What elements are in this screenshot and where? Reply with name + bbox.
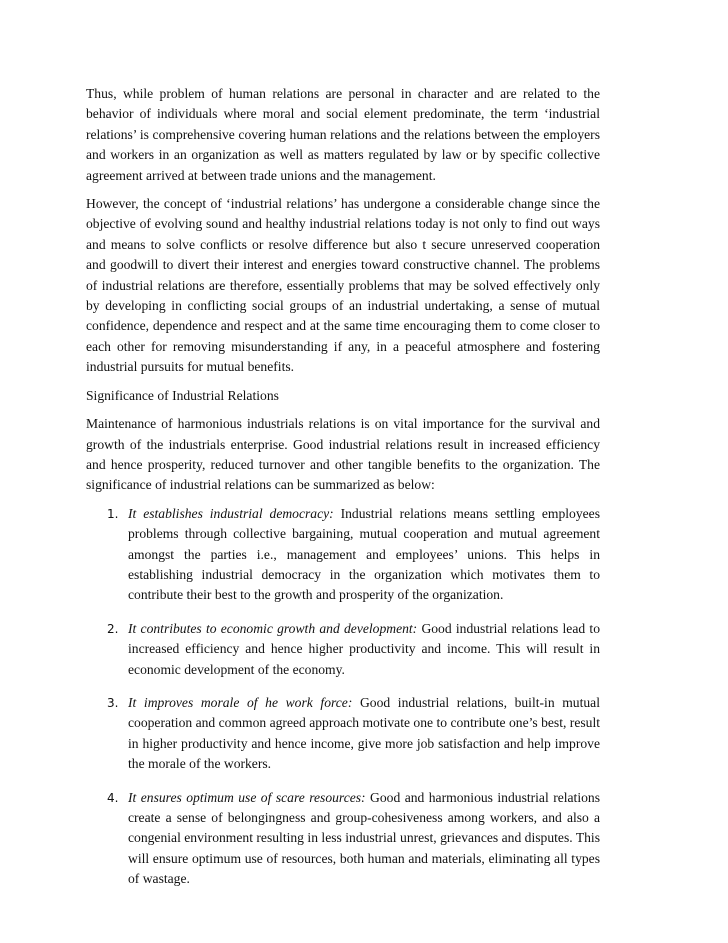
list-item xyxy=(86,693,600,775)
list-item-title: It improves morale of he work force: xyxy=(128,694,353,710)
list-item xyxy=(86,788,600,890)
list-number: 1. xyxy=(107,506,119,521)
list-item-title: It establishes industrial democracy: xyxy=(128,505,334,521)
paragraph-intro: Maintenance of harmonious industrials relations is on vital importance for the survival and growth of the industrials enterprise. Good industrial relations result in increased efficiency and hence prosperity, reduced turnover and other tangible benefits to the organization. The significance of industrial relations can be summarized as below: xyxy=(86,416,600,493)
list-number: 4. xyxy=(107,790,119,805)
list-item-text: Industrial relations means settling employees problems through collective bargaining, mutual cooperation and mutual agreement amongst the parties i.e., management and employees’ unions. This helps in establishing industrial democracy in the organization which motivates them to contribute their best to the growth and prosperity of the organization. xyxy=(128,505,600,603)
list-item-text: Good and harmonious industrial relations create a sense of belongingness and group-cohesiveness among workers, and also a congenial environment resulting in less industrial unrest, grievances and disputes. This will ensure optimum use of resources, both human and materials, eliminating all types of wastage. xyxy=(128,789,600,887)
list-item xyxy=(86,619,600,680)
list-number: 3. xyxy=(107,695,119,710)
section-heading: Significance of Industrial Relations xyxy=(86,387,279,403)
list-item-title: It contributes to economic growth and development: xyxy=(128,620,418,636)
significance-list xyxy=(86,504,600,890)
list-item-text: Good industrial relations lead to increased efficiency and hence higher productivity and income. This will result in economic development of the economy. xyxy=(128,620,600,677)
list-number: 2. xyxy=(107,621,119,636)
paragraph-human-relations: Thus, while problem of human relations are personal in character and are related to the behavior of individuals where moral and social element predominate, the term ‘industrial relations’ is comprehensive covering human relations and the relations between the employers and workers in an organization as well as matters regulated by law or by specific collective agreement arrived at between trade unions and the management. xyxy=(86,86,600,183)
paragraph-concept-change: However, the concept of ‘industrial relations’ has undergone a considerable change since the objective of evolving sound and healthy industrial relations today is not only to find out ways and means to solve conflicts or resolve difference but also t secure unreserved cooperation and goodwill to divert their interest and energies toward constructive channel. The problems of industrial relations are therefore, essentially problems that may be solved effectively only by developing in conflicting social groups of an industrial undertaking, a sense of mutual confidence, dependence and respect and at the same time encouraging them to come closer to each other for removing misunderstanding if any, in a peaceful atmosphere and fostering industrial pursuits for mutual benefits. xyxy=(86,196,600,375)
list-item-text: Good industrial relations, built-in mutual cooperation and common agreed approach motivate one to contribute one’s best, result in higher productivity and hence income, give more job satisfaction and help improve the morale of the workers. xyxy=(128,694,600,772)
list-item xyxy=(86,504,600,606)
document-page xyxy=(86,84,600,903)
list-item-title: It ensures optimum use of scare resources: xyxy=(128,789,366,805)
